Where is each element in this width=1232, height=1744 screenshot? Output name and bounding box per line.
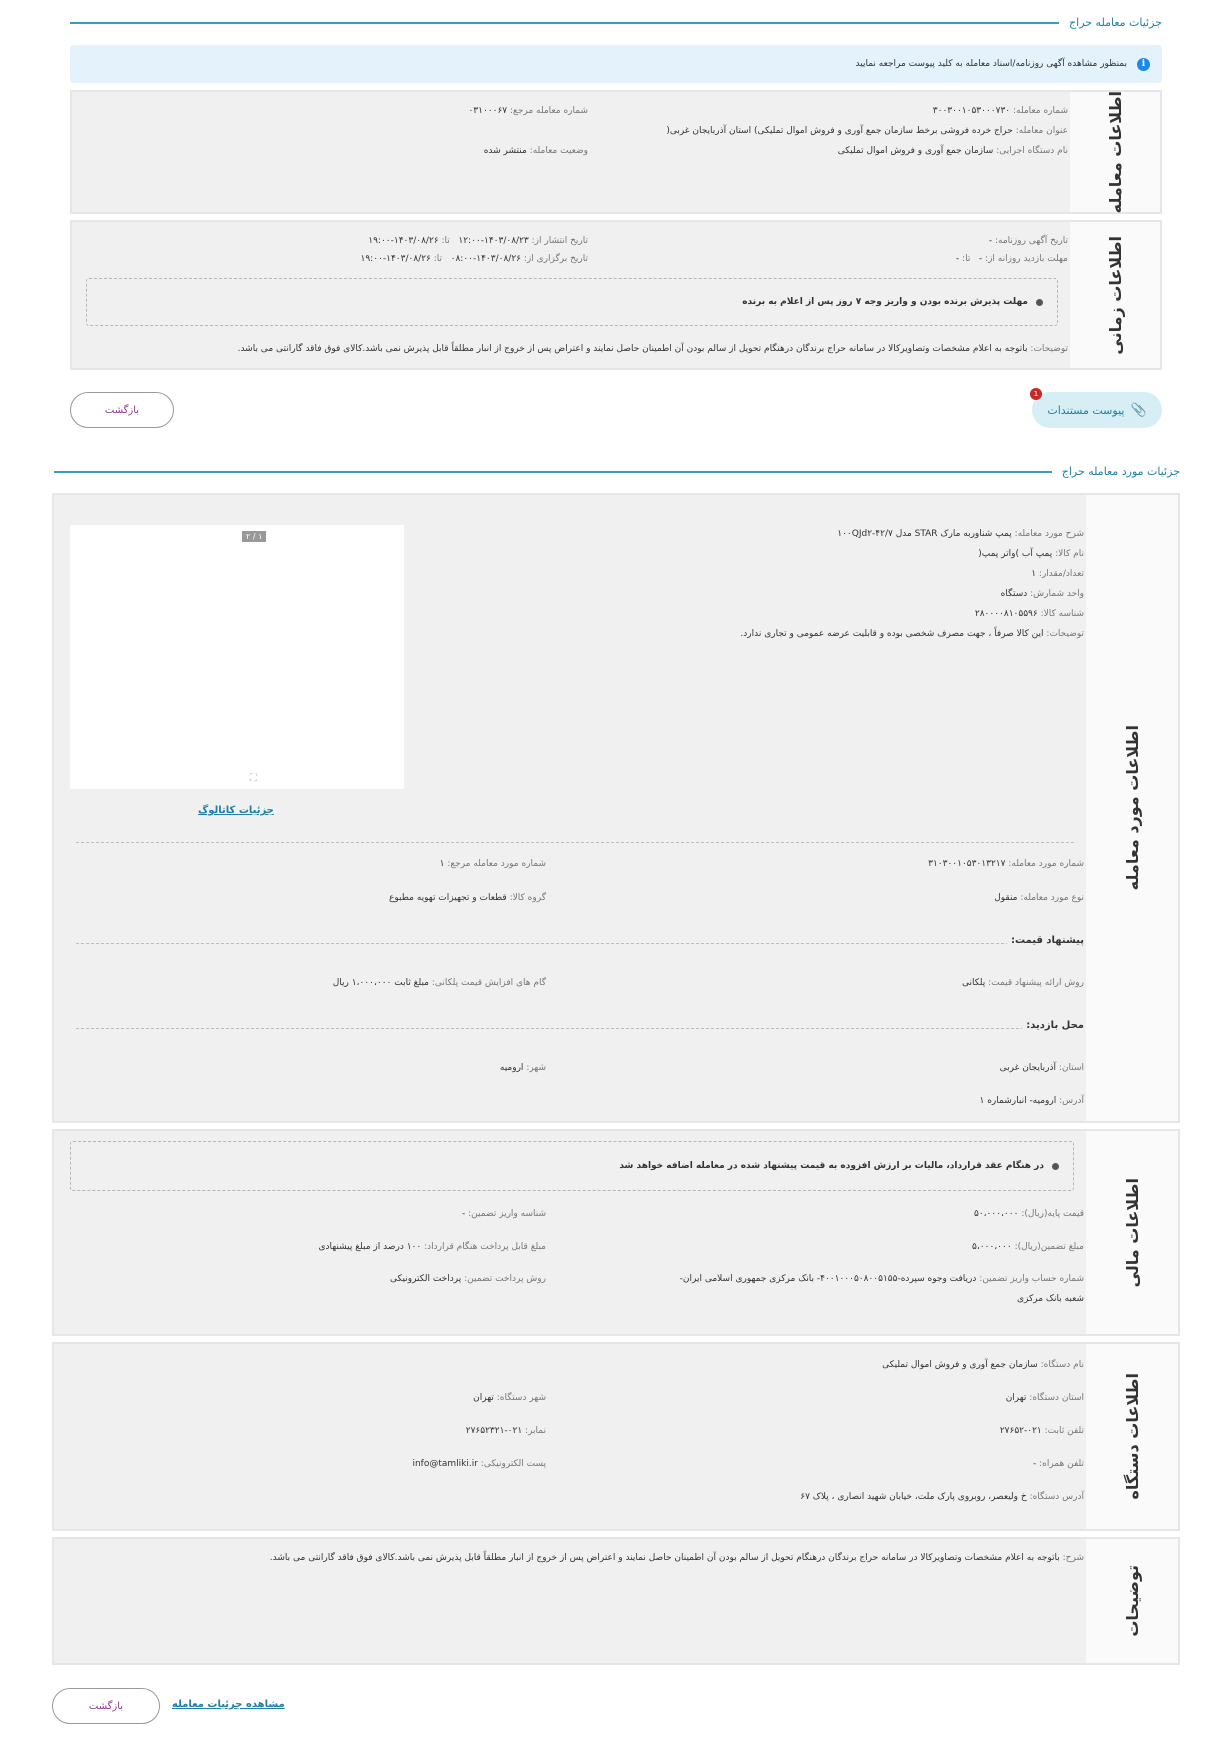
item-qty [1031,569,1084,579]
item-unit-value: دستگاه [1000,589,1028,599]
separator [76,943,1074,944]
vat-notice-text: در هنگام عقد قرارداد، مالیات بر ارزش افزوده به قیمت پیشنهاد شده در معامله اضافه خواهد شد [619,1161,1044,1171]
base-price-value: ۵۰،۰۰۰،۰۰۰ [973,1209,1019,1219]
org-info-panel [52,1342,1180,1531]
winner-deadline-notice [86,278,1058,326]
item-details-title-text: جزئیات مورد معامله حراج [1061,465,1180,478]
org-city [473,1393,546,1403]
bullet-icon [1036,299,1043,306]
contract-pay-label: مبلغ قابل پرداخت هنگام قرارداد: [424,1242,546,1252]
item-unit-label: واحد شمارش: [1030,589,1084,599]
offer-method [962,978,1084,988]
exec-org [838,146,1068,156]
deal-status-value: منتشر شده [483,146,527,156]
item-info-content [54,495,1084,1121]
deal-title-label: عنوان معامله: [1015,126,1068,136]
deal-details-title [70,16,1162,29]
back-button-top[interactable]: بازگشت [70,392,174,428]
offer-section-heading: پیشنهاد قیمت: [1007,935,1084,946]
ref-no-value: ۰۳۱۰۰۰۶۷ [468,106,508,116]
held-to-label: تا: [433,254,443,264]
item-details-title [54,465,1180,478]
pay-method-label: روش پرداخت تضمین: [464,1274,546,1284]
guarantee-account-label: شماره حساب واریز تضمین: [979,1274,1084,1284]
description-side [1086,1539,1178,1663]
org-info-content [54,1344,1084,1529]
item-id [975,609,1084,619]
org-fax-value: ۰۲۱-۲۷۶۵۲۳۲۱ [465,1426,523,1436]
org-address-value: خ ولیعصر، روبروی پارک ملت، خیابان شهید انصاری ، پلاک ۶۷ [800,1492,1027,1502]
publish-range [368,236,588,246]
item-image-viewer[interactable] [70,525,404,789]
item-no-label: شماره مورد معامله: [1008,859,1084,869]
visit-deadline-from: - [978,254,983,264]
visit-city [500,1063,546,1073]
offer-method-value: پلکانی [962,978,986,988]
org-email-value: info@tamliki.ir [412,1459,478,1469]
item-desc [837,529,1084,539]
guarantee-amount-label: مبلغ تضمین(ریال): [1014,1242,1084,1252]
price-step [333,978,546,988]
item-name [978,549,1084,559]
item-name-value: پمپ آب )واتر پمپ( [978,549,1053,559]
deal-info-side-title: اطلاعات معامله [1105,90,1125,214]
pay-method-value: پرداخت الکترونیکی [390,1274,462,1284]
org-city-label: شهر دستگاه: [496,1393,546,1403]
item-type [994,893,1084,903]
org-city-value: تهران [473,1393,494,1403]
item-desc-label: شرح مورد معامله: [1014,529,1084,539]
guarantee-account-branch-value: شعبه بانک مرکزی [1016,1294,1084,1304]
base-price-label: قیمت پایه(ریال): [1021,1209,1084,1219]
org-name-value: سازمان جمع آوری و فروش اموال تملیکی [882,1360,1038,1370]
deal-info-side [1070,92,1160,212]
org-phone [1000,1426,1084,1436]
expand-icon[interactable]: ⛶ [250,773,257,784]
time-info-panel [70,220,1162,370]
ref-item-label: شماره مورد معامله مرجع: [447,859,546,869]
ref-item-value: ۱ [439,859,445,869]
time-info-side [1070,222,1160,368]
publish-to-value: ۱۴۰۳/۰۸/۲۶-۱۹:۰۰ [368,236,439,246]
deal-title [666,126,1068,136]
guarantee-amount [972,1242,1084,1252]
visit-deadline-to: - [955,254,960,264]
view-deal-details-link[interactable]: مشاهده جزئیات معامله [172,1699,285,1710]
separator [76,1028,1074,1029]
contract-pay-value: ۱۰۰ درصد از مبلغ پیشنهادی [318,1242,422,1252]
item-group [389,893,546,903]
visit-section-heading: محل بازدید: [1022,1020,1084,1031]
item-info-side-title: اطلاعات مورد معامله [1122,725,1142,891]
visit-city-label: شهر: [526,1063,546,1073]
org-mobile-value: - [1032,1459,1037,1469]
description-panel [52,1537,1180,1665]
item-unit [1001,589,1084,599]
org-name [882,1360,1084,1370]
financial-info-side [1086,1131,1178,1334]
org-info-side [1086,1344,1178,1529]
guarantee-id [462,1209,546,1219]
visit-province [1000,1063,1084,1073]
publish-from-value: ۱۴۰۳/۰۸/۲۳-۱۲:۰۰ [458,236,529,246]
newspaper-date [989,236,1068,246]
offer-method-label: روش ارائه پیشنهاد قیمت: [988,978,1084,988]
item-id-value: ۲۸۰۰۰۰۸۱۰۵۵۹۶ [974,609,1038,619]
item-info-side [1086,495,1178,1121]
description-side-title: توضیحات [1122,1565,1142,1637]
ref-no-label: شماره معامله مرجع: [510,106,588,116]
deal-title-value: حراج خرده فروشی برخط سازمان جمع آوری و فروش اموال تملیکی) استان آذربایجان غربی( [666,126,1013,136]
visit-province-label: استان: [1058,1063,1084,1073]
org-fax-label: نمابر: [525,1426,546,1436]
deal-details-title-text: جزئیات معامله حراج [1069,16,1162,29]
visit-address-value: ارومیه- انبارشماره ۱ [979,1096,1057,1106]
deal-info-panel [70,90,1162,214]
item-type-value: منقول [994,893,1018,903]
time-desc [238,344,1068,354]
guarantee-id-value: - [462,1209,466,1219]
time-desc-label: توضیحات: [1030,344,1068,354]
deal-status-label: وضعیت معامله: [529,146,588,156]
item-no-value: ۳۱۰۳۰۰۱۰۵۳۰۱۳۲۱۷ [928,859,1006,869]
winner-deadline-text: مهلت پذیرش برنده بودن و واریز وجه ۷ روز پس از اعلام به برنده [742,297,1028,307]
price-step-value: مبلغ ثابت ۱،۰۰۰،۰۰۰ ریال [332,978,429,988]
time-desc-value: باتوجه به اعلام مشخصات وتصاویرکالا در سامانه حراج برندگان درهنگام تحویل از سالم بودن آن اطمینان حاصل نمایند و اعتراض پس از خروج از انبار مطلقاً قابل پذیرش نمی باشد.کالای فوق فاقد گارانتی می باشد. [237,344,1028,354]
item-type-label: نوع مورد معامله: [1020,893,1084,903]
item-group-label: گروه کالا: [509,893,546,903]
description-text [270,1553,1084,1563]
vat-notice [70,1141,1074,1191]
info-notice-text: بمنظور مشاهده آگهی روزنامه/اسناد معامله به کلید پیوست مراجعه نمایید [855,59,1127,69]
org-mobile [1033,1459,1084,1469]
attach-documents-label: پیوست مستندات [1047,403,1125,417]
visit-deadline [956,254,1068,264]
item-info-panel [52,493,1180,1123]
item-notes [740,629,1084,639]
financial-info-content [54,1131,1084,1334]
deal-no-value: ۳۰۰۳۰۰۱۰۵۳۰۰۰۷۳۰ [932,106,1011,116]
deal-status [484,146,588,156]
org-fax [466,1426,546,1436]
financial-info-side-title: اطلاعات مالی [1122,1177,1142,1288]
item-qty-value: ۱ [1031,569,1037,579]
attach-documents-button[interactable] [1032,392,1162,428]
exec-org-value: سازمان جمع آوری و فروش اموال تملیکی [837,146,994,156]
org-phone-value: ۰۲۱-۲۷۶۵۲ [999,1426,1042,1436]
paperclip-icon: 📎 [1130,402,1147,418]
held-from-value: ۱۴۰۳/۰۸/۲۶-۰۸:۰۰ [450,254,521,264]
ref-no [468,106,588,116]
contract-pay [318,1242,546,1252]
guarantee-account [680,1274,1084,1284]
deal-info-content [72,92,1068,212]
item-no [928,859,1084,869]
item-name-label: نام کالا: [1055,549,1084,559]
financial-info-panel [52,1129,1180,1336]
org-name-label: نام دستگاه: [1040,1360,1084,1370]
deal-no-label: شماره معامله: [1013,106,1068,116]
publish-from-label: تاریخ انتشار از: [531,236,588,246]
item-notes-label: توضیحات: [1046,629,1084,639]
org-mobile-label: تلفن همراه: [1039,1459,1084,1469]
time-info-content [72,222,1068,368]
held-to-value: ۱۴۰۳/۰۸/۲۶-۱۹:۰۰ [360,254,431,264]
back-button-bottom[interactable]: بازگشت [52,1688,160,1724]
org-email-label: پست الکترونیکی: [480,1459,546,1469]
guarantee-id-label: شناسه واریز تضمین: [468,1209,546,1219]
ref-item-no [440,859,546,869]
item-notes-value: این کالا صرفاً ، جهت مصرف شخصی بوده و قابلیت عرضه عمومی و تجاری ندارد. [740,629,1044,639]
price-step-label: گام های افزایش قیمت پلکانی: [431,978,546,988]
visit-address [980,1096,1084,1106]
description-content [54,1539,1084,1663]
visit-province-value: آذربایجان غربی [999,1063,1056,1073]
org-email [412,1459,546,1469]
visit-address-label: آدرس: [1059,1096,1084,1106]
guarantee-pay-method [390,1274,546,1284]
item-group-value: قطعات و تجهیزات تهویه مطبوع [389,893,507,903]
separator [76,842,1074,843]
org-address-label: آدرس دستگاه: [1029,1492,1084,1502]
catalog-details-link[interactable]: جزئیات کاتالوگ [198,805,274,816]
deal-no [933,106,1068,116]
item-id-label: شناسه کالا: [1040,609,1084,619]
publish-to-label: تا: [441,236,450,246]
item-desc-value: پمپ شناوربه مارک STAR مدل ۱۰۰QJd۲-۴۲/۷ [837,529,1012,539]
info-icon: i [1137,58,1150,71]
visit-deadline-label: مهلت بازدید روزانه از: [985,254,1068,264]
base-price [974,1209,1084,1219]
visit-to-label: تا: [962,254,971,264]
org-address [800,1492,1084,1502]
image-counter: ۲ / ۱ [242,531,266,542]
guarantee-account-branch [1017,1294,1084,1304]
time-info-side-title: اطلاعات زمانی [1105,235,1125,355]
title-divider [70,22,1059,24]
org-province [1006,1393,1084,1403]
description-label: شرح: [1062,1553,1084,1563]
info-notice [70,45,1162,83]
bullet-icon [1052,1163,1059,1170]
guarantee-amount-value: ۵،۰۰۰،۰۰۰ [972,1242,1012,1252]
attach-count-badge: 1 [1030,388,1042,400]
visit-city-value: ارومیه [499,1063,524,1073]
newspaper-date-value: - [988,236,993,246]
exec-org-label: نام دستگاه اجرایی: [996,146,1068,156]
title-divider [54,471,1052,473]
org-province-value: تهران [1005,1393,1027,1403]
held-range [361,254,589,264]
org-province-label: استان دستگاه: [1029,1393,1084,1403]
item-qty-label: تعداد/مقدار: [1038,569,1084,579]
held-from-label: تاریخ برگزاری از: [523,254,588,264]
org-phone-label: تلفن ثابت: [1044,1426,1084,1436]
newspaper-date-label: تاریخ آگهی روزنامه: [994,236,1068,246]
description-value: باتوجه به اعلام مشخصات وتصاویرکالا در سامانه حراج برندگان درهنگام تحویل از سالم بودن آن اطمینان حاصل نمایند و اعتراض پس از خروج از انبار مطلقاً قابل پذیرش نمی باشد.کالای فوق فاقد گارانتی می باشد. [269,1553,1060,1563]
org-info-side-title: اطلاعات دستگاه [1122,1373,1142,1500]
guarantee-account-value: دریافت وجوه سپرده-۴۰۰۱۰۰۰۵۰۸۰۰۵۱۵۵- بانک مرکزی جمهوری اسلامی ایران- [679,1274,977,1284]
